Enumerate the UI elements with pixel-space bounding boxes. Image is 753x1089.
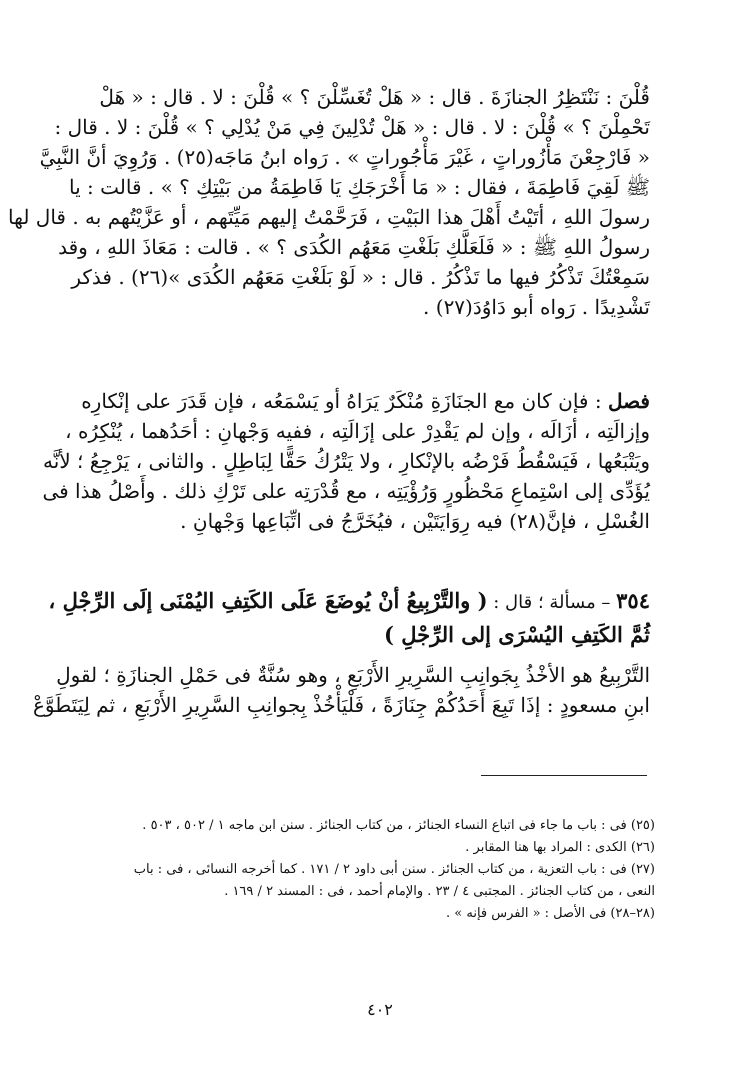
heading-line: ثُمَّ الكَتِفِ اليُسْرَى إلى الرِّجْلِ ) [384,622,650,647]
text-line: وإزالَتِه ، أزَالَه ، وإن لم يَقْدِرْ على إزَالَتِه ، ففيه وَجْهانِ : أحَدُهما ، يُنْكِرُه ، [65,419,650,443]
footnote: (٢٧) فى : باب التعزية ، من كتاب الجنائز . سنن أبى داود ٢ / ١٧١ . كما أخرجه النسائى ، فى : باب [133,862,655,877]
footnotes [100,815,655,925]
footnote-divider [481,775,647,776]
text-line: الغُسْلِ ، فإنَّ(٢٨) فيه رِوَايَتَيْن ، فيُخَرَّجُ فى اتِّبَاعِها وَجْهانِ . [180,509,650,533]
text-line: تَحْمِلْنَ ؟ » قُلْنَ : لا . قال : « هَلْ تُدْلِينَ فِي مَنْ يُدْلِي ؟ » قُلْنَ : لا . قال : [54,115,650,139]
text-line: سَمِعْتُكَ تَذْكُرُ فيها ما تَذْكُرُ . قال : « لَوْ بَلَغْتِ مَعَهُم الكُدَى »(٢٦) . فذكر [71,265,650,289]
footnote: (٢٨–٢٨) فى الأصل : « الفرس فإنه » . [446,906,655,921]
issue-text: ( والتَّرْبِيعُ أنْ يُوضَعَ عَلَى الكَتِفِ اليُمْنَى إلَى الرِّجْلِ ، [48,588,488,613]
text-line: ابنِ مسعودٍ : إذَا تَبِعَ أَحَدُكُمْ جِنَازَةً ، فَلْيَأْخُذْ بِجوانِبِ السَّرِيرِ الأَرْبَعِ ، ثم لِيَتَطَوَّعْ [32,693,650,717]
footnote: (٢٦) الكدى : المراد بها هنا المقابر . [465,840,655,855]
paragraph-2 [42,386,650,536]
section-label: فصل [607,389,650,413]
text-line: ويَتْبَعُها ، فَيَسْقُطُ فَرْضُه بالإنْكارِ ، ولا يَتْرُكُ حَقًّا لِبَاطِلٍ . والثانى ، يَرْجِعُ ؛ لأنَّه [43,449,650,473]
issue-heading [48,584,650,652]
text-run: : فإن كان مع الجنَازَةِ مُنْكَرٌ يَرَاهُ أو يَسْمَعُه ، فإن قَدَرَ على إنْكارِه [81,389,608,413]
text-line: يُؤَدِّى إلى اسْتِماعِ مَحْظُورٍ وَرُؤْيَتِه ، مع قُدْرَتِه على تَرْكِ ذلك . وأَصْلُ هذا فى [42,479,650,503]
text-line: رسولُ اللهِ ﷺ : « فَلَعَلَّكِ بَلَغْتِ مَعَهُم الكُدَى ؟ » . قالت : مَعَاذَ اللهِ ، وقد [58,235,650,259]
text-line: رسولَ اللهِ ، أتَيْتُ أَهْلَ هذا البَيْتِ ، فَرَحَّمْتُ إليهم مَيِّتَهم ، أو عَزَّيْتُهم به . قال لها [8,205,650,229]
text-line: ﷺ لَقِيَ فَاطِمَةَ ، فقال : « مَا أَخْرَجَكِ يَا فَاطِمَةُ من بَيْتِكِ ؟ » . قالت : يا [69,175,650,199]
page-number: ٤٠٢ [367,1000,393,1019]
text-line: قُلْنَ : نَنْتَظِرُ الجنازَةَ . قال : « هَلْ تُغَسِّلْنَ ؟ » قُلْنَ : لا . قال : « هَلْ [99,85,650,109]
footnote: النعى ، من كتاب الجنائز . المجتبى ٤ / ٢٣ . والإمام أحمد ، فى : المسند ٢ / ١٦٩ . [224,884,655,899]
issue-label: – مسألة ؛ قال : [487,592,617,613]
text-line: « فَارْجِعْنَ مَأْزُوراتٍ ، غَيْرَ مَأْجُوراتٍ » . رَواه ابنُ مَاجَه(٢٥) . وَرُوِيَ أنَّ النَّبِيَّ [39,145,650,169]
text-line: تَشْدِيدًا . رَواه أبو دَاوُدَ(٢٧) . [423,295,650,319]
text-line [81,386,650,416]
text-line: التَّرْبِيعُ هو الأخْذُ بِجَوانِبِ السَّرِيرِ الأَرْبَعِ ، وهو سُنَّةٌ فى حَمْلِ الجنازَةِ ؛ لقولِ [56,663,650,687]
heading-line [48,584,650,618]
paragraph-1 [8,82,650,322]
footnote: (٢٥) فى : باب ما جاء فى اتباع النساء الجنائز ، من كتاب الجنائز . سنن ابن ماجه ١ / ٥٠٢ ، ٥٠٣ . [142,818,655,833]
paragraph-3 [32,660,650,720]
issue-number: ٣٥٤ [616,588,650,613]
